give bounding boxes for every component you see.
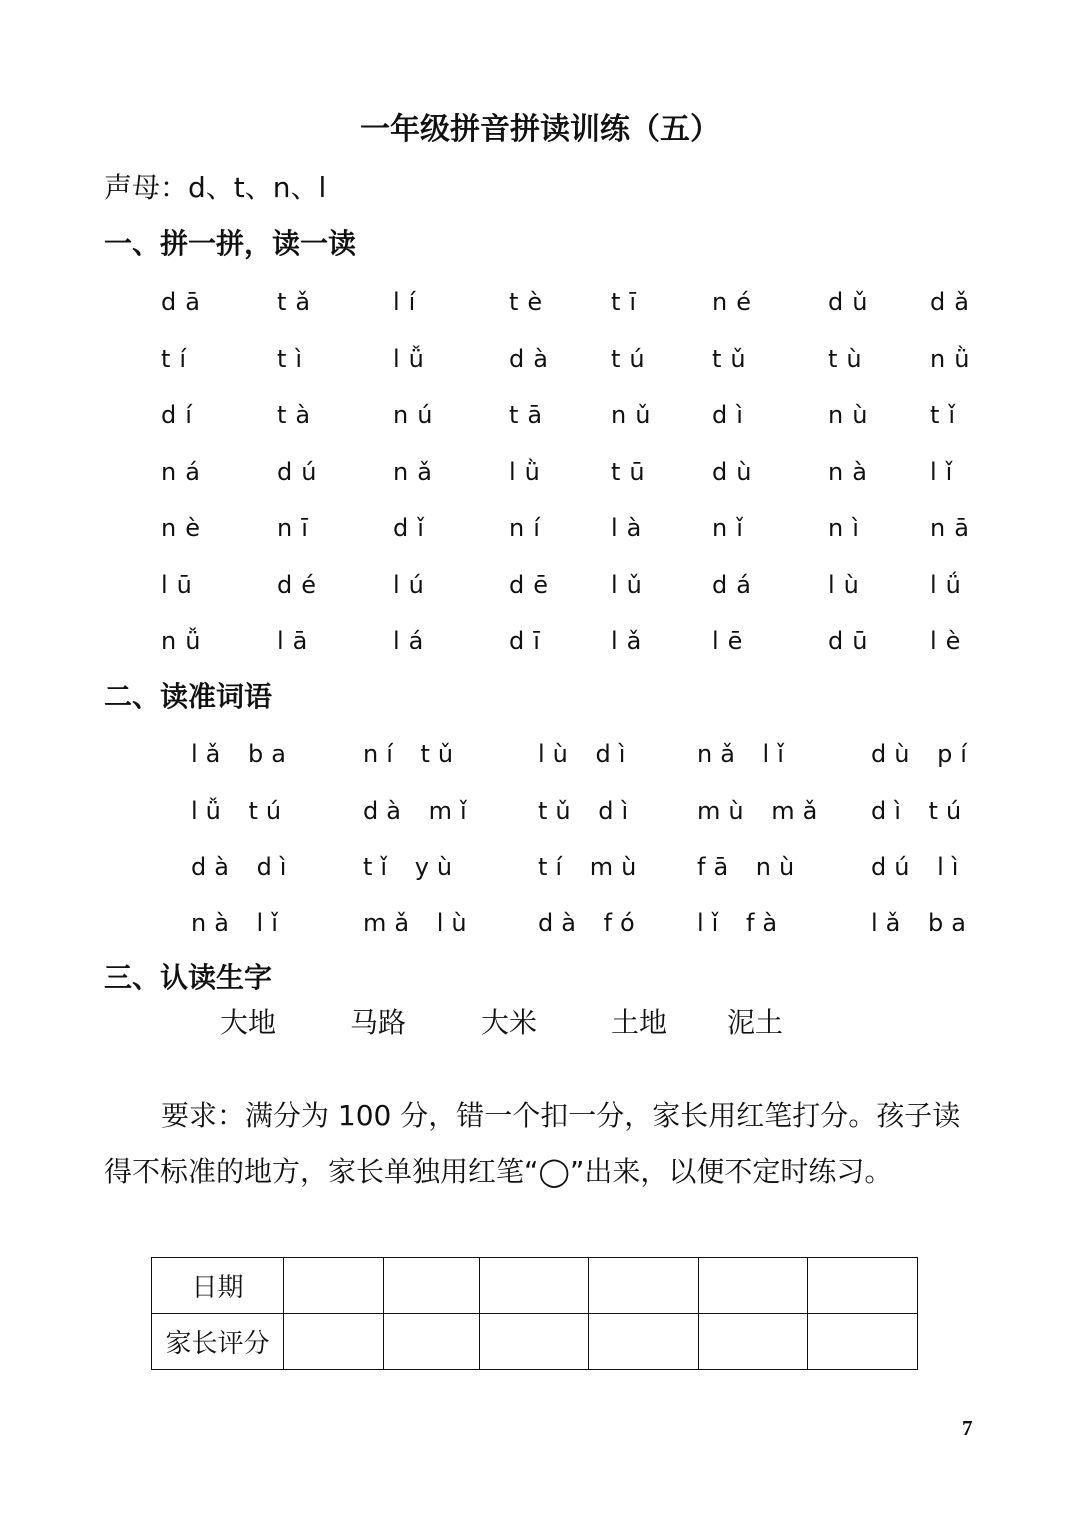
pinyin-syllable: dú [277, 457, 326, 486]
character-word: 大地 [220, 1006, 277, 1039]
score-cell [808, 1314, 918, 1370]
pinyin-syllable: dù [712, 457, 761, 486]
score-cell [589, 1314, 699, 1370]
score-cell [384, 1314, 480, 1370]
score-table [151, 1257, 918, 1370]
date-cell [480, 1258, 589, 1314]
pinyin-word: lù dì [538, 740, 634, 769]
pinyin-syllable: dé [277, 570, 325, 599]
pinyin-word: nǎ lǐ [697, 740, 792, 769]
pinyin-syllable: lā [277, 627, 317, 656]
score-label: 家长评分 [152, 1314, 284, 1370]
syllable-grid [161, 274, 1000, 670]
pinyin-syllable: nǐ [712, 514, 752, 543]
pinyin-word: tǐ yù [363, 852, 461, 881]
character-word-row [220, 1003, 827, 1043]
pinyin-syllable: nǔ [611, 401, 660, 430]
pinyin-syllable: nī [277, 514, 317, 543]
pinyin-syllable: ní [509, 514, 549, 543]
page-number: 7 [962, 1416, 973, 1440]
pinyin-word: lǎ ba [191, 740, 294, 769]
pinyin-syllable: nǎ [393, 457, 441, 486]
score-row [152, 1314, 918, 1370]
pinyin-word: dù pí [871, 740, 975, 769]
pinyin-syllable: lǔ [611, 570, 651, 599]
pinyin-syllable: lá [393, 627, 433, 656]
pinyin-word: dì tú [871, 796, 970, 825]
pinyin-word: dà mǐ [363, 796, 475, 825]
pinyin-syllable: tà [277, 401, 320, 430]
requirement-line-1: 要求：满分为 100 分，错一个扣一分，家长用红笔打分。孩子读 [161, 1099, 961, 1132]
pinyin-word: dú lì [871, 852, 967, 881]
pinyin-syllable: tǎ [277, 288, 320, 317]
date-label: 日期 [152, 1258, 284, 1314]
pinyin-word: dà dì [191, 852, 295, 881]
pinyin-syllable: lǐ [930, 457, 962, 486]
pinyin-syllable: dǔ [828, 288, 877, 317]
pinyin-syllable: dà [509, 344, 557, 373]
pinyin-syllable: dī [509, 627, 549, 656]
pinyin-syllable: nè [161, 514, 209, 543]
pinyin-syllable: lù [828, 570, 868, 599]
pinyin-word: ní tǔ [363, 740, 462, 769]
pinyin-syllable: né [712, 288, 760, 317]
pinyin-syllable: lǘ [930, 570, 970, 599]
requirement-line-2: 得不标准的地方，家长单独用红笔“◯”出来，以便不定时练习。 [104, 1155, 893, 1188]
pinyin-word: mù mǎ [697, 796, 826, 825]
pinyin-syllable: dì [712, 401, 752, 430]
pinyin-syllable: dí [161, 401, 201, 430]
pinyin-syllable: dǐ [393, 514, 433, 543]
pinyin-syllable: lū [161, 570, 201, 599]
pinyin-syllable: tǐ [930, 401, 965, 430]
pinyin-syllable: tì [277, 344, 312, 373]
pinyin-syllable: lí [393, 288, 425, 317]
pinyin-syllable: nù [828, 401, 877, 430]
pinyin-syllable: nà [828, 457, 876, 486]
date-cell [699, 1258, 808, 1314]
page-title: 一年级拼音拼读训练（五） [360, 112, 720, 147]
pinyin-syllable: dū [828, 627, 877, 656]
pinyin-word: lǎ ba [871, 909, 974, 938]
pinyin-word: lǚ tú [191, 796, 290, 825]
score-cell [480, 1314, 589, 1370]
pinyin-syllable: lē [712, 627, 752, 656]
pinyin-syllable: nì [828, 514, 868, 543]
section3-heading: 三、认读生字 [104, 961, 273, 994]
pinyin-syllable: lǚ [393, 344, 433, 373]
initials-line: 声母：d、t、n、l [104, 171, 327, 204]
pinyin-syllable: tú [611, 344, 654, 373]
pinyin-syllable: dá [712, 570, 760, 599]
date-cell [284, 1258, 384, 1314]
section2-heading: 二、读准词语 [104, 680, 273, 713]
character-word: 大米 [481, 1006, 538, 1039]
pinyin-word: tǔ dì [538, 796, 637, 825]
pinyin-syllable: lè [930, 627, 970, 656]
pinyin-syllable: nǚ [161, 627, 210, 656]
pinyin-syllable: ná [161, 457, 209, 486]
pinyin-word: fā nù [697, 852, 803, 881]
pinyin-syllable: lú [393, 570, 433, 599]
pinyin-syllable: lǜ [509, 457, 549, 486]
date-cell [808, 1258, 918, 1314]
pinyin-syllable: dā [161, 288, 209, 317]
pinyin-syllable: dǎ [930, 288, 978, 317]
date-row [152, 1258, 918, 1314]
pinyin-syllable: nǜ [930, 344, 979, 373]
pinyin-syllable: tè [509, 288, 552, 317]
pinyin-syllable: tí [161, 344, 196, 373]
pinyin-syllable: là [611, 514, 651, 543]
pinyin-word: nà lǐ [191, 909, 286, 938]
pinyin-syllable: nā [930, 514, 978, 543]
pinyin-word: mǎ lù [363, 909, 475, 938]
date-cell [589, 1258, 699, 1314]
character-word: 泥土 [727, 1006, 784, 1039]
character-word: 土地 [611, 1006, 668, 1039]
pinyin-syllable: tī [611, 288, 646, 317]
pinyin-syllable: tā [509, 401, 552, 430]
character-word: 马路 [350, 1006, 407, 1039]
pinyin-syllable: tǔ [712, 344, 755, 373]
pinyin-syllable: tù [828, 344, 871, 373]
pinyin-syllable: tū [611, 457, 654, 486]
pinyin-word: dà fó [538, 909, 643, 938]
pinyin-syllable: lǎ [611, 627, 651, 656]
word-grid [191, 726, 1021, 952]
pinyin-syllable: dē [509, 570, 557, 599]
pinyin-word: tí mù [538, 852, 645, 881]
score-cell [699, 1314, 808, 1370]
pinyin-syllable: nú [393, 401, 442, 430]
score-cell [284, 1314, 384, 1370]
pinyin-word: lǐ fà [697, 909, 786, 938]
date-cell [384, 1258, 480, 1314]
section1-heading: 一、拼一拼，读一读 [104, 227, 357, 260]
